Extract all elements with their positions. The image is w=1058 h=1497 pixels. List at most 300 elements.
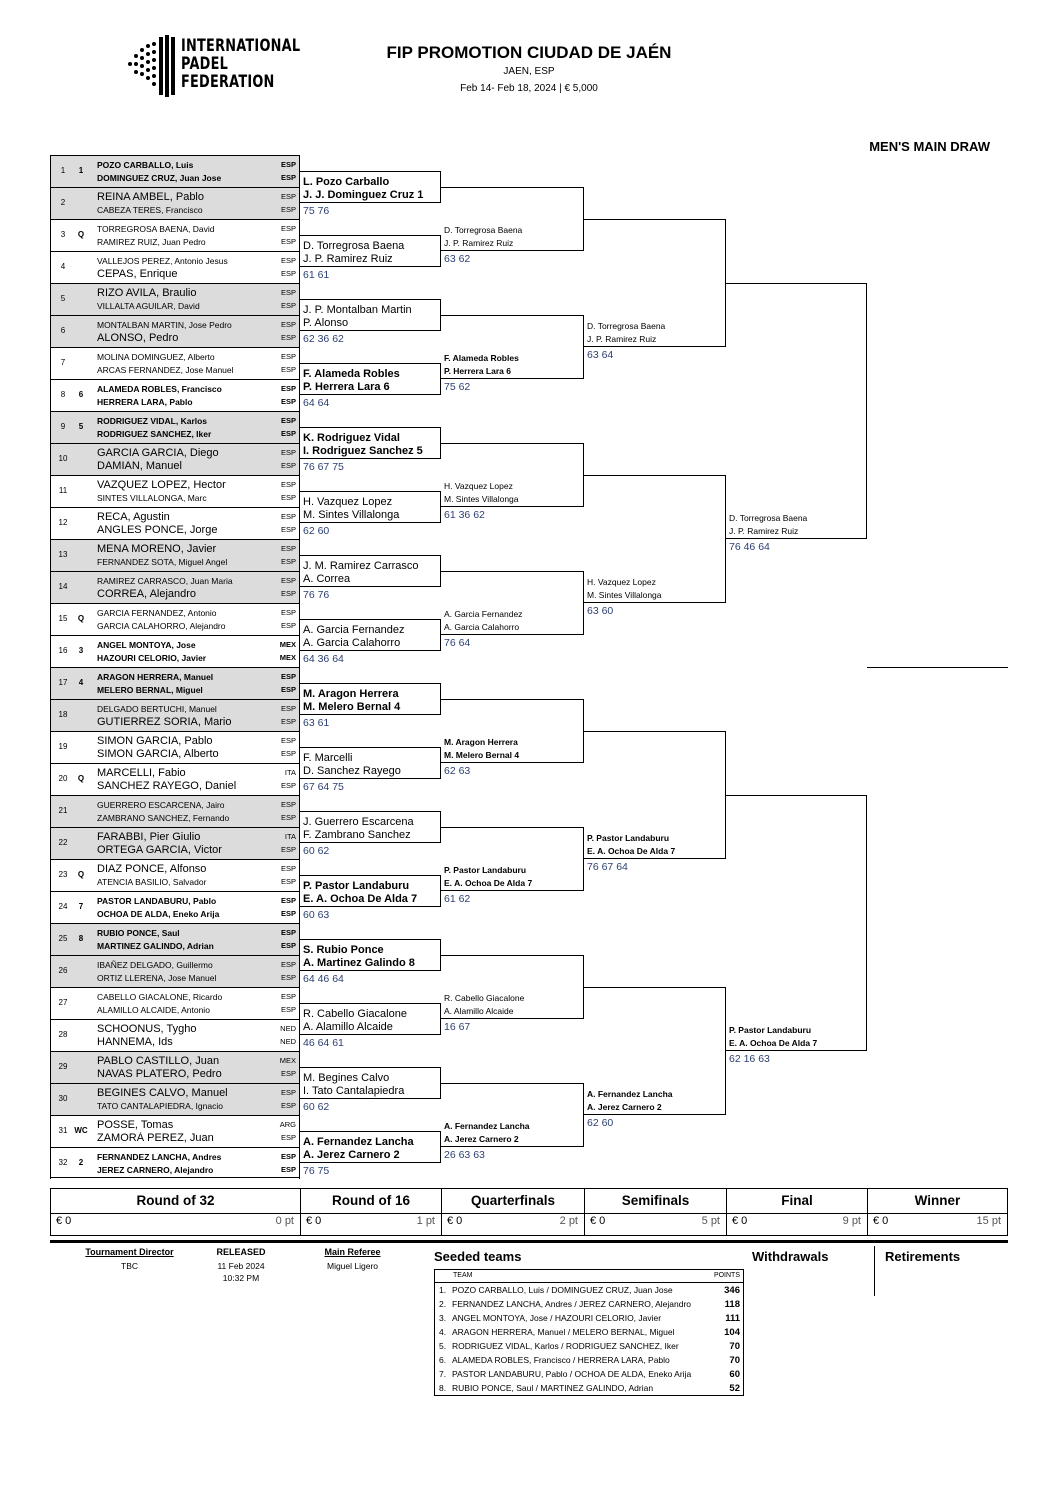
draw-slot [50, 379, 300, 411]
referee-block [305, 1247, 400, 1271]
match-score: 62 36 62 [303, 333, 344, 345]
draw-slot [50, 699, 300, 731]
player-name: REINA AMBEL, Pablo [97, 191, 204, 203]
slot-number: 6 [60, 326, 66, 335]
match-score: 26 63 63 [444, 1149, 485, 1161]
slot-seed-tag: 1 [78, 166, 84, 175]
draw-slot [50, 987, 300, 1019]
winner-name: A. Jerez Carnero 2 [444, 1134, 519, 1144]
player-name: JEREZ CARNERO, Alejandro [97, 1165, 214, 1175]
winner-name: P. Herrera Lara 6 [303, 381, 390, 393]
draw-slot [50, 635, 300, 667]
winner-name: A. Garcia Calahorro [303, 637, 401, 649]
player-nationality: ESP [280, 800, 296, 809]
slot-number: 27 [58, 998, 68, 1007]
player-nationality: NED [280, 1024, 296, 1033]
round-prize: € 0 [56, 1215, 72, 1227]
winner-name: D. Torregrosa Baena [303, 240, 405, 252]
player-nationality: ESP [280, 224, 296, 233]
winner-name: P. Pastor Landaburu [444, 865, 527, 875]
player-name: PABLO CASTILLO, Juan [97, 1055, 220, 1067]
round-column [441, 1189, 584, 1236]
seed-team: FERNANDEZ LANCHA, Andres / JEREZ CARNERO, Alejandro [452, 1299, 692, 1309]
match-bracket [300, 235, 441, 267]
match-score: 62 60 [303, 525, 330, 537]
player-name: SIMON GARCIA, Alberto [97, 748, 219, 760]
player-name: RIZO AVILA, Braulio [97, 287, 197, 299]
seed-team: ALAMEDA ROBLES, Francisco / HERRERA LARA, Pablo [452, 1355, 670, 1365]
player-nationality: ESP [280, 845, 296, 854]
player-name: RUBIO PONCE, Saul [97, 928, 180, 938]
player-nationality: ESP [280, 736, 296, 745]
winner-name: A. Alamillo Alcaide [303, 1021, 393, 1033]
slot-number: 28 [58, 1030, 68, 1039]
player-name: ALAMILLO ALCAIDE, Antonio [97, 1005, 210, 1015]
match-bracket [300, 299, 441, 331]
logo-text-line2: PADEL [181, 54, 229, 73]
round-name: Semifinals [621, 1193, 690, 1208]
draw-slot [50, 443, 300, 475]
slot-number: 24 [58, 902, 68, 911]
draw-slot [50, 955, 300, 987]
player-name: NAVAS PLATERO, Pedro [97, 1068, 222, 1080]
player-nationality: ESP [280, 608, 296, 617]
winner-name: M. Sintes Villalonga [303, 509, 400, 521]
player-name: MELERO BERNAL, Miguel [97, 685, 203, 695]
winner-name: J. J. Dominguez Cruz 1 [303, 189, 424, 201]
round-points: 1 pt [416, 1215, 435, 1227]
round-prize: € 0 [306, 1215, 322, 1227]
seed-rank: 8. [439, 1383, 447, 1393]
winner-name: F. Marcelli [303, 752, 353, 764]
footer-divider [50, 1240, 1008, 1243]
slot-number: 23 [58, 870, 68, 879]
player-nationality: ESP [280, 493, 296, 502]
draw-title: MEN'S MAIN DRAW [869, 139, 990, 154]
draw-slot [50, 667, 300, 699]
seed-row [435, 1353, 743, 1367]
player-name: HERRERA LARA, Pablo [97, 397, 193, 407]
player-nationality: ESP [280, 429, 296, 438]
match-bracket [441, 1083, 584, 1147]
round-divider [51, 1213, 300, 1214]
match-bracket [441, 443, 584, 507]
winner-name: D. Torregrosa Baena [444, 225, 523, 235]
draw-slot [50, 283, 300, 315]
slot-seed-tag: 3 [78, 646, 84, 655]
player-nationality: ESP [280, 525, 296, 534]
match-bracket [300, 171, 441, 203]
player-nationality: ESP [280, 813, 296, 822]
round-divider [301, 1213, 441, 1214]
seed-team: PASTOR LANDABURU, Pablo / OCHOA DE ALDA, Eneko Arija [452, 1369, 692, 1379]
player-nationality: ESP [280, 1165, 296, 1174]
player-name: ANGLES PONCE, Jorge [97, 524, 218, 536]
footer-separator [874, 1246, 875, 1296]
player-nationality: ESP [280, 269, 296, 278]
player-nationality: ESP [280, 448, 296, 457]
player-nationality: ESP [280, 928, 296, 937]
retirements-heading: Retirements [885, 1249, 961, 1264]
seeded-teams-heading: Seeded teams [434, 1249, 522, 1264]
match-bracket [300, 1067, 441, 1099]
slot-number: 22 [58, 838, 68, 847]
slot-seed-tag: 5 [78, 422, 84, 431]
draw-slot [50, 1019, 300, 1051]
match-bracket [300, 747, 441, 779]
winner-name: A. Garcia Fernandez [303, 624, 405, 636]
winner-name: F. Alameda Robles [444, 353, 519, 363]
player-nationality: ESP [280, 909, 296, 918]
player-name: HAZOURI CELORIO, Javier [97, 653, 207, 663]
match-score: 62 16 63 [729, 1053, 770, 1065]
player-nationality: ESP [280, 621, 296, 630]
round-name: Quarterfinals [470, 1193, 556, 1208]
match-bracket [441, 699, 584, 763]
round-points: 5 pt [701, 1215, 720, 1227]
player-name: PASTOR LANDABURU, Pablo [97, 896, 217, 906]
player-nationality: ESP [280, 1088, 296, 1097]
match-bracket [300, 1131, 441, 1163]
seed-rank: 3. [439, 1313, 447, 1323]
round-divider [442, 1213, 584, 1214]
seed-rank: 4. [439, 1327, 447, 1337]
draw-slot [50, 187, 300, 219]
draw-slot [50, 411, 300, 443]
draw-slot [50, 1051, 300, 1083]
seed-rank: 6. [439, 1355, 447, 1365]
player-nationality: ESP [280, 781, 296, 790]
match-score: 63 64 [587, 349, 614, 361]
match-score: 60 63 [303, 909, 330, 921]
seed-team: RUBIO PONCE, Saul / MARTINEZ GALINDO, Adrian [452, 1383, 654, 1393]
player-nationality: ESP [280, 512, 296, 521]
player-name: ORTIZ LLERENA, Jose Manuel [97, 973, 217, 983]
seed-points: 60 [729, 1369, 740, 1380]
player-nationality: ESP [280, 1101, 296, 1110]
slot-seed-tag: 2 [78, 1158, 84, 1167]
slot-number: 11 [58, 486, 68, 495]
player-name: CABEZA TERES, Francisco [97, 205, 203, 215]
match-score: 46 64 61 [303, 1037, 344, 1049]
seed-row [435, 1339, 743, 1353]
player-name: MOLINA DOMINGUEZ, Alberto [97, 352, 215, 362]
seed-points: 52 [729, 1383, 740, 1394]
seed-row [435, 1367, 743, 1381]
winner-name: K. Rodriguez Vidal [303, 432, 400, 444]
released-time: 10:32 PM [222, 1273, 260, 1283]
slot-seed-tag: WC [74, 1126, 88, 1135]
winner-name: J. P. Montalban Martin [303, 304, 412, 316]
match-score: 63 60 [587, 605, 614, 617]
slot-number: 21 [58, 806, 68, 815]
round-name: Round of 32 [136, 1193, 215, 1208]
player-name: CORREA, Alejandro [97, 588, 197, 600]
winner-name: D. Torregrosa Baena [729, 513, 808, 523]
player-nationality: ESP [280, 557, 296, 566]
match-score: 62 63 [444, 765, 471, 777]
match-score: 76 64 [444, 637, 471, 649]
player-name: ZAMORÀ PEREZ, Juan [97, 1132, 214, 1144]
champion-line [867, 667, 1008, 668]
match-bracket [300, 491, 441, 523]
player-nationality: ESP [280, 749, 296, 758]
winner-name: M. Sintes Villalonga [444, 494, 519, 504]
player-nationality: ARG [279, 1120, 296, 1129]
player-name: GARCIA CALAHORRO, Alejandro [97, 621, 226, 631]
round-name: Final [781, 1193, 813, 1208]
winner-name: D. Sanchez Rayego [303, 765, 401, 777]
match-bracket [441, 571, 584, 635]
seed-points: 118 [724, 1299, 740, 1310]
seed-row [435, 1325, 743, 1339]
winner-name: M. Aragon Herrera [303, 688, 399, 700]
draw-slot [50, 859, 300, 891]
winner-name: J. M. Ramirez Carrasco [303, 560, 419, 572]
player-name: CABELLO GIACALONE, Ricardo [97, 992, 223, 1002]
director-value: TBC [121, 1261, 138, 1271]
player-name: TATO CANTALAPIEDRA, Ignacio [97, 1101, 223, 1111]
winner-name: S. Rubio Ponce [303, 944, 384, 956]
player-nationality: ESP [280, 992, 296, 1001]
player-nationality: ESP [280, 333, 296, 342]
player-name: CEPAS, Enrique [97, 268, 178, 280]
round-divider [585, 1213, 726, 1214]
player-name: VILLALTA AGUILAR, David [97, 301, 200, 311]
player-name: ARAGON HERRERA, Manuel [97, 672, 214, 682]
seed-points: 346 [724, 1285, 740, 1296]
match-bracket [300, 555, 441, 587]
slot-seed-tag: 7 [78, 902, 84, 911]
slot-number: 29 [58, 1062, 68, 1071]
player-nationality: ESP [280, 960, 296, 969]
match-bracket [300, 875, 441, 907]
slot-seed-tag: Q [77, 774, 85, 783]
match-bracket [441, 827, 584, 891]
winner-name: E. A. Ochoa De Alda 7 [303, 893, 418, 905]
seed-points: 104 [724, 1327, 740, 1338]
player-name: ORTEGA GARCIA, Victor [97, 844, 222, 856]
winner-name: L. Pozo Carballo [303, 176, 390, 188]
slot-number: 2 [60, 198, 66, 207]
seed-team: POZO CARBALLO, Luis / DOMINGUEZ CRUZ, Juan Jose [452, 1285, 673, 1295]
match-bracket [584, 987, 726, 1115]
player-nationality: ESP [280, 288, 296, 297]
round-column [726, 1189, 867, 1236]
slot-number: 4 [60, 262, 66, 271]
slot-number: 5 [60, 294, 66, 303]
match-bracket [300, 619, 441, 651]
winner-name: H. Vazquez Lopez [444, 481, 513, 491]
winner-name: M. Melero Bernal 4 [444, 750, 520, 760]
slot-number: 25 [58, 934, 68, 943]
player-nationality: ESP [280, 589, 296, 598]
winner-name: P. Herrera Lara 6 [444, 366, 511, 376]
player-nationality: ESP [280, 160, 296, 169]
seed-row [435, 1381, 743, 1395]
released-label: RELEASED [216, 1247, 266, 1257]
tournament-dates: Feb 14- Feb 18, 2024 | € 5,000 [460, 83, 598, 94]
match-score: 63 62 [444, 253, 471, 265]
referee-label: Main Referee [324, 1247, 381, 1257]
draw-slot [50, 315, 300, 347]
player-name: MARCELLI, Fabio [97, 767, 186, 779]
match-bracket [300, 363, 441, 395]
seed-points: 111 [725, 1313, 740, 1324]
seed-team: ANGEL MONTOYA, Jose / HAZOURI CELORIO, Javier [452, 1313, 662, 1323]
slot-seed-tag: 6 [78, 390, 84, 399]
player-nationality: ESP [280, 365, 296, 374]
player-name: GUTIERREZ SORIA, Mario [97, 716, 232, 728]
player-nationality: ESP [280, 1133, 296, 1142]
slot-number: 31 [58, 1126, 68, 1135]
draw-slot [50, 251, 300, 283]
director-label: Tournament Director [85, 1247, 174, 1257]
seeded-table-header [435, 1270, 743, 1283]
player-name: SANCHEZ RAYEGO, Daniel [97, 780, 237, 792]
slot-number: 17 [58, 678, 68, 687]
player-name: SCHOONUS, Tygho [97, 1023, 197, 1035]
winner-name: H. Vazquez Lopez [303, 496, 393, 508]
slot-number: 30 [58, 1094, 68, 1103]
winner-name: A. Garcia Calahorro [444, 622, 520, 632]
draw-bottom-border [50, 1177, 300, 1178]
player-name: IBAÑEZ DELGADO, Guillermo [97, 960, 213, 970]
winner-name: D. Torregrosa Baena [587, 321, 666, 331]
player-nationality: ESP [280, 704, 296, 713]
round-points: 15 pt [976, 1215, 1001, 1227]
round-prize: € 0 [590, 1215, 606, 1227]
team-column-header: TEAM [453, 1272, 473, 1279]
slot-number: 10 [58, 454, 68, 463]
match-bracket [584, 731, 726, 859]
player-nationality: ESP [280, 1005, 296, 1014]
slot-number: 26 [58, 966, 68, 975]
player-nationality: ESP [280, 384, 296, 393]
slot-seed-tag: Q [77, 230, 85, 239]
seed-team: ARAGON HERRERA, Manuel / MELERO BERNAL, Miguel [452, 1327, 675, 1337]
winner-name: I. Tato Cantalapiedra [303, 1085, 405, 1097]
player-nationality: ESP [280, 461, 296, 470]
draw-slot [50, 1147, 300, 1179]
player-name: VALLEJOS PEREZ, Antonio Jesus [97, 256, 228, 266]
winner-name: J. P. Ramirez Ruiz [587, 334, 657, 344]
round-points: 0 pt [275, 1215, 294, 1227]
match-score: 67 64 75 [303, 781, 344, 793]
round-points: 9 pt [842, 1215, 861, 1227]
slot-number: 32 [58, 1158, 68, 1167]
round-prize: € 0 [447, 1215, 463, 1227]
slot-number: 12 [58, 518, 68, 527]
player-nationality: ESP [280, 1069, 296, 1078]
round-divider [727, 1213, 867, 1214]
player-nationality: ESP [280, 672, 296, 681]
released-block [195, 1247, 287, 1283]
draw-slot [50, 347, 300, 379]
match-bracket [726, 283, 867, 539]
draw-slot [50, 507, 300, 539]
player-nationality: MEX [279, 1056, 296, 1065]
player-name: ARCAS FERNANDEZ, Jose Manuel [97, 365, 234, 375]
match-score: 61 62 [444, 893, 471, 905]
player-nationality: ESP [280, 896, 296, 905]
draw-slot [50, 1083, 300, 1115]
slot-number: 8 [60, 390, 66, 399]
player-name: TORREGROSA BAENA, David [97, 224, 215, 234]
slot-number: 15 [58, 614, 68, 623]
winner-name: A. Jerez Carnero 2 [587, 1102, 662, 1112]
player-name: RODRIGUEZ VIDAL, Karlos [97, 416, 208, 426]
slot-number: 14 [58, 582, 68, 591]
player-nationality: ESP [280, 941, 296, 950]
player-nationality: ESP [280, 576, 296, 585]
winner-name: M. Melero Bernal 4 [303, 701, 401, 713]
player-name: MONTALBAN MARTIN, Jose Pedro [97, 320, 232, 330]
seed-rank: 7. [439, 1369, 447, 1379]
draw-slot [50, 539, 300, 571]
draw-slot [50, 475, 300, 507]
player-name: RECA, Agustin [97, 511, 170, 523]
director-block [72, 1247, 187, 1271]
winner-name: A. Fernandez Lancha [303, 1136, 414, 1148]
slot-number: 1 [60, 166, 66, 175]
winner-name: E. A. Ochoa De Alda 7 [729, 1038, 818, 1048]
match-bracket [584, 475, 726, 603]
match-score: 60 62 [303, 845, 330, 857]
match-bracket [584, 219, 726, 347]
winner-name: A. Fernandez Lancha [444, 1121, 530, 1131]
draw-slot [50, 827, 300, 859]
player-nationality: ITA [284, 832, 296, 841]
winner-name: A. Martinez Galindo 8 [303, 957, 415, 969]
player-nationality: NED [280, 1037, 296, 1046]
slot-seed-tag: Q [77, 614, 85, 623]
round-column [867, 1189, 1008, 1236]
match-score: 62 60 [587, 1117, 614, 1129]
match-bracket [726, 795, 867, 1051]
winner-name: E. A. Ochoa De Alda 7 [587, 846, 676, 856]
player-nationality: MEX [279, 653, 296, 662]
slot-number: 3 [60, 230, 66, 239]
winner-name: P. Pastor Landaburu [729, 1025, 812, 1035]
seed-rank: 2. [439, 1299, 447, 1309]
match-score: 76 76 [303, 589, 330, 601]
winner-name: E. A. Ochoa De Alda 7 [444, 878, 533, 888]
winner-name: F. Alameda Robles [303, 368, 400, 380]
match-bracket [300, 427, 441, 459]
slot-seed-tag: Q [77, 870, 85, 879]
round-prize: € 0 [873, 1215, 889, 1227]
draw-slot [50, 219, 300, 251]
slot-number: 19 [58, 742, 68, 751]
player-name: FERNANDEZ LANCHA, Andres [97, 1152, 222, 1162]
player-name: DIAZ PONCE, Alfonso [97, 863, 207, 875]
match-score: 64 46 64 [303, 973, 344, 985]
player-name: OCHOA DE ALDA, Eneko Arija [97, 909, 220, 919]
player-name: FARABBI, Pier Giulio [97, 831, 201, 843]
logo-text-line1: INTERNATIONAL [181, 36, 301, 55]
player-name: MENA MORENO, Javier [97, 543, 217, 555]
winner-name: A. Jerez Carnero 2 [303, 1149, 400, 1161]
match-bracket [441, 315, 584, 379]
player-nationality: ESP [280, 397, 296, 406]
player-name: ALAMEDA ROBLES, Francisco [97, 384, 222, 394]
player-name: SIMON GARCIA, Pablo [97, 735, 213, 747]
match-score: 76 67 64 [587, 861, 628, 873]
winner-name: P. Pastor Landaburu [587, 833, 670, 843]
player-name: DAMIAN, Manuel [97, 460, 182, 472]
winner-name: J. Guerrero Escarcena [303, 816, 414, 828]
